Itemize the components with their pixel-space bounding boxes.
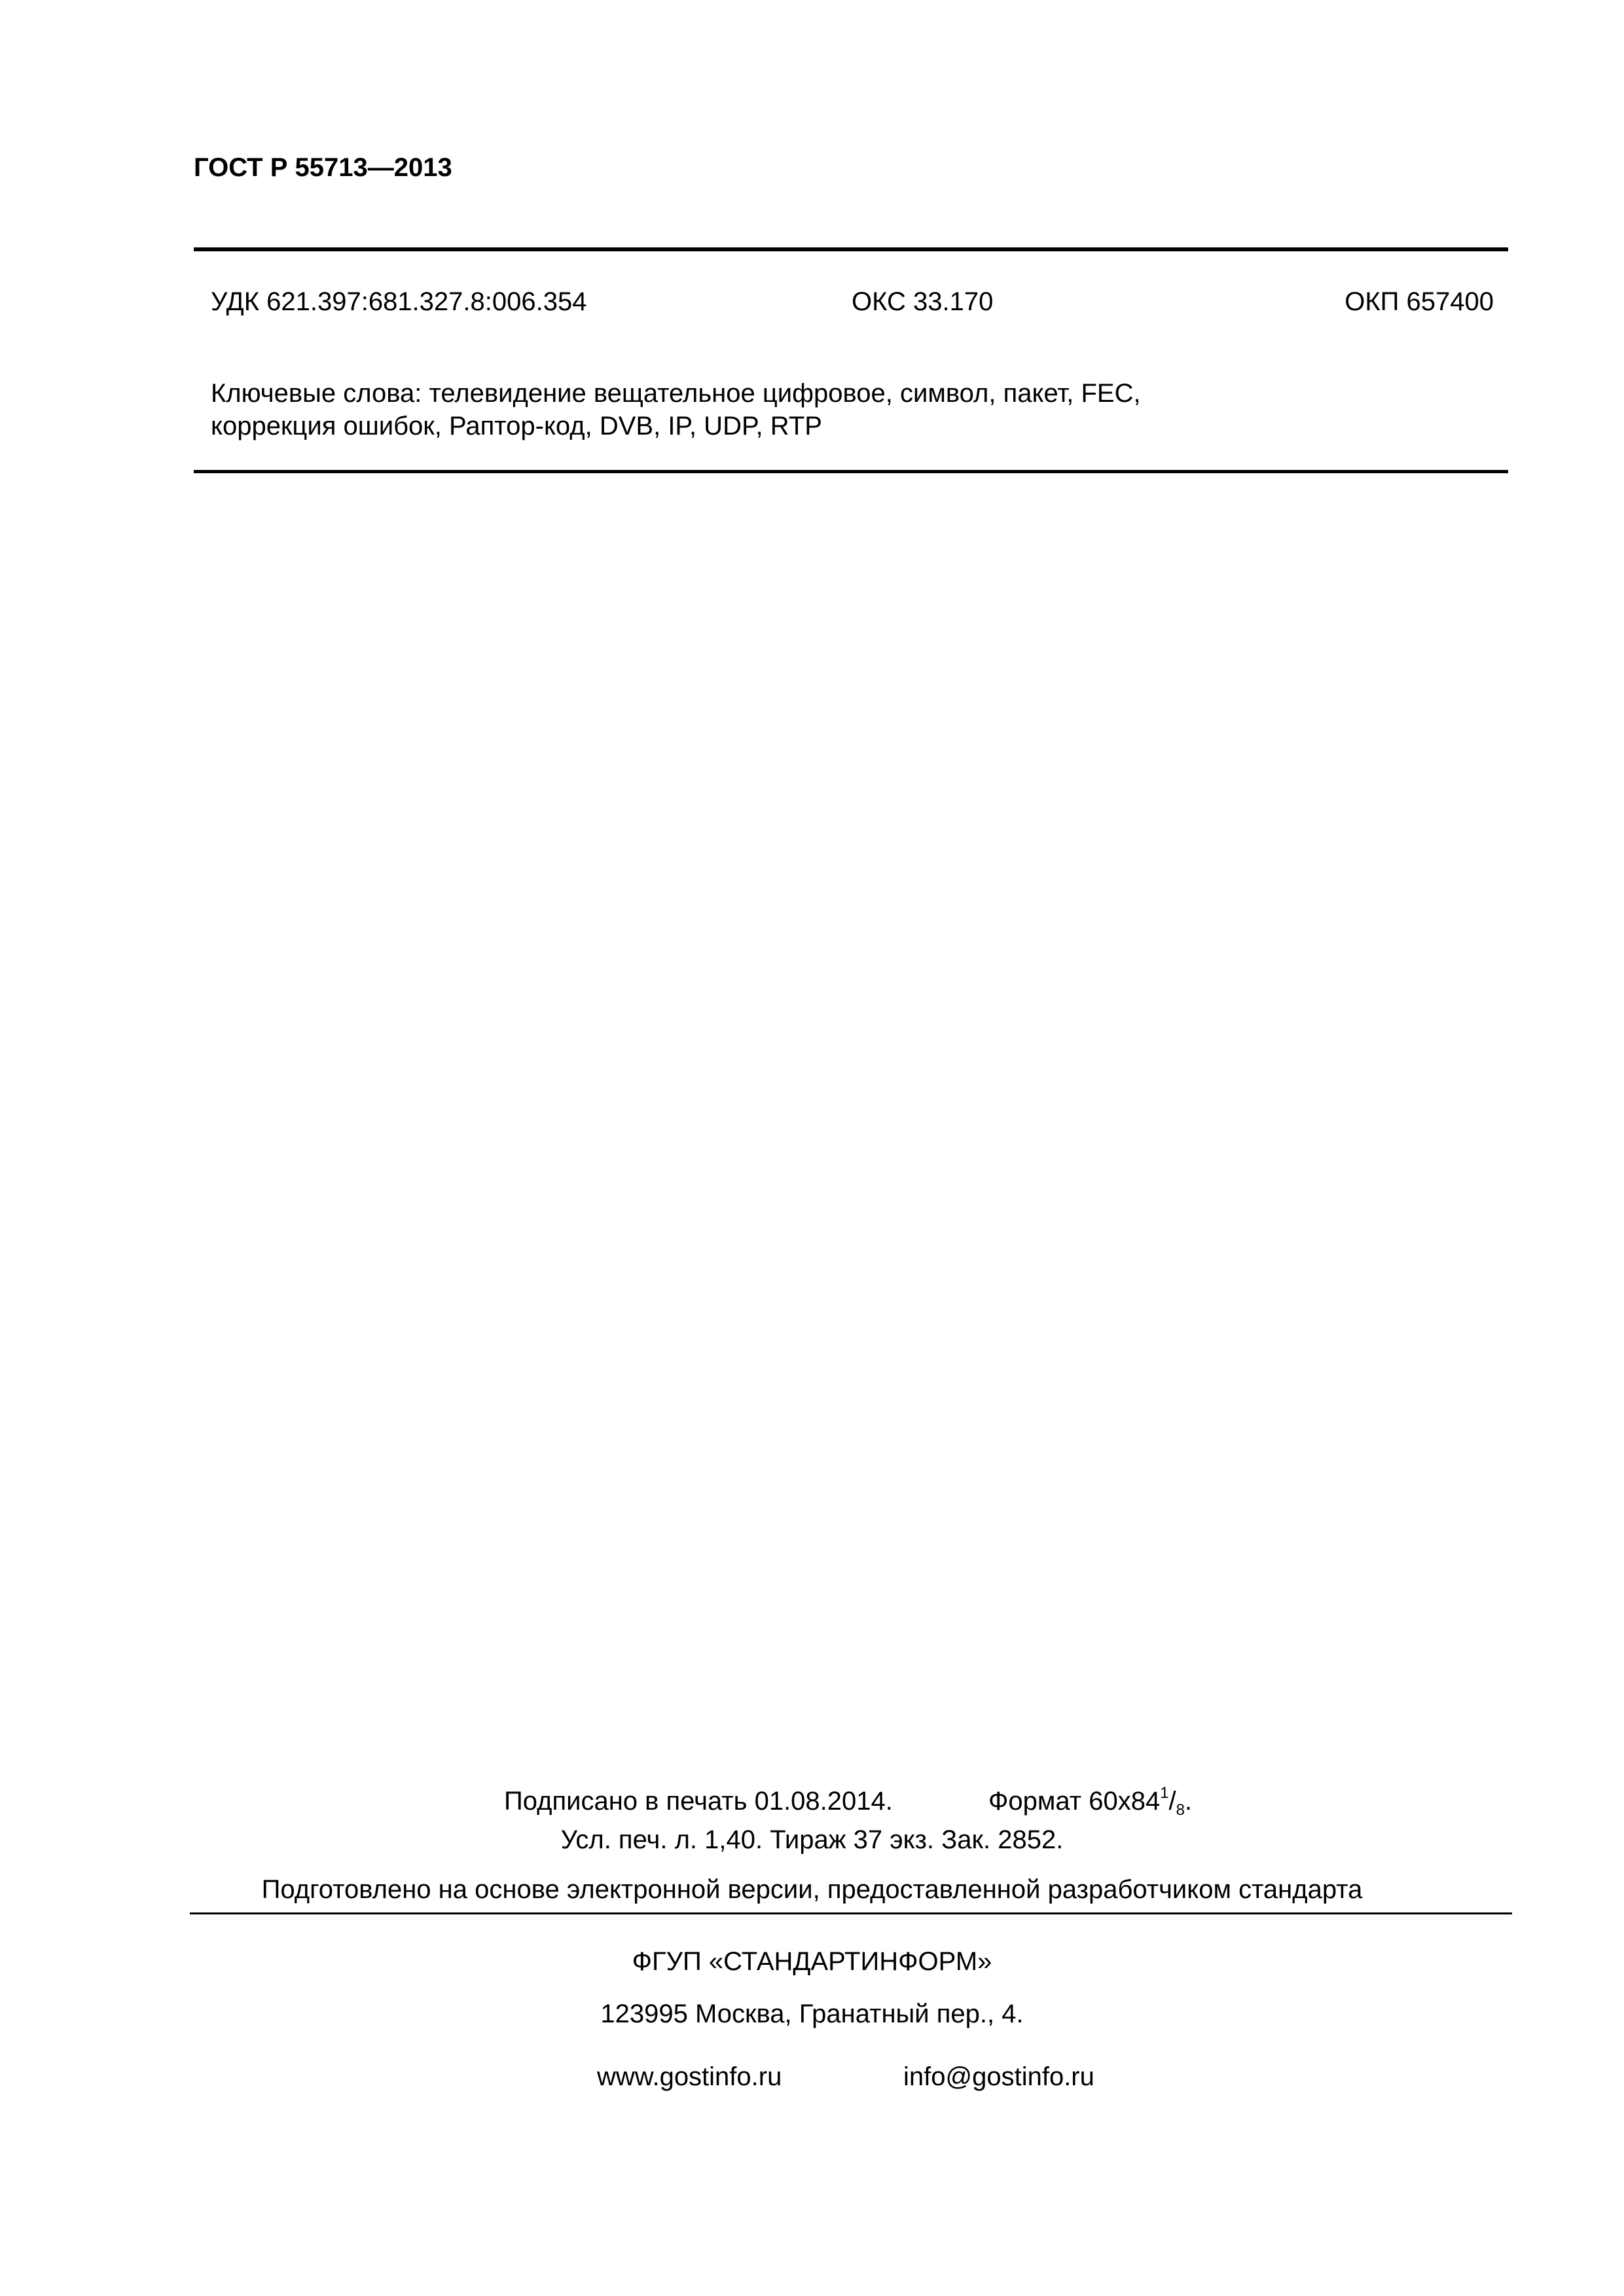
publisher-contacts [0,2057,1624,2096]
format-suffix: . [1185,1787,1193,1816]
website-link[interactable]: www.gostinfo.ru [597,2062,782,2091]
okp-code: ОКП 657400 [1344,287,1494,316]
classification-row [211,283,1494,320]
publisher-divider [190,1912,1512,1914]
keywords-line-2: коррекция ошибок, Раптор-код, DVB, IP, UDP, RTP [211,412,822,440]
format-prefix: Формат 60x84 [988,1787,1161,1816]
publisher-name: ФГУП «СТАНДАРТИНФОРМ» [632,1947,992,1976]
top-divider [194,247,1508,251]
format-info [988,1782,1192,1821]
oks-code: ОКС 33.170 [852,287,994,316]
document-code: ГОСТ Р 55713—2013 [194,153,452,182]
format-denominator: 8 [1176,1801,1185,1819]
imprint-signed-row [0,1782,1624,1821]
signed-date: Подписано в печать 01.08.2014. [504,1787,893,1816]
publisher-address: 123995 Москва, Гранатный пер., 4. [600,2000,1024,2028]
keywords-block [211,377,1324,442]
keywords-divider [194,470,1508,473]
format-numerator: 1 [1160,1784,1169,1802]
prepared-note: Подготовлено на основе электронной версии, предоставленной разработчиком стандарта [261,1875,1363,1904]
udk-code: УДК 621.397:681.327.8:006.354 [211,287,587,316]
email-link[interactable]: info@gostinfo.ru [903,2062,1094,2091]
format-slash: / [1168,1787,1176,1816]
keywords-line-1: Ключевые слова: телевидение вещательное цифровое, символ, пакет, FEC, [211,379,1141,408]
print-details: Усл. печ. л. 1,40. Тираж 37 экз. Зак. 2852. [560,1825,1064,1854]
